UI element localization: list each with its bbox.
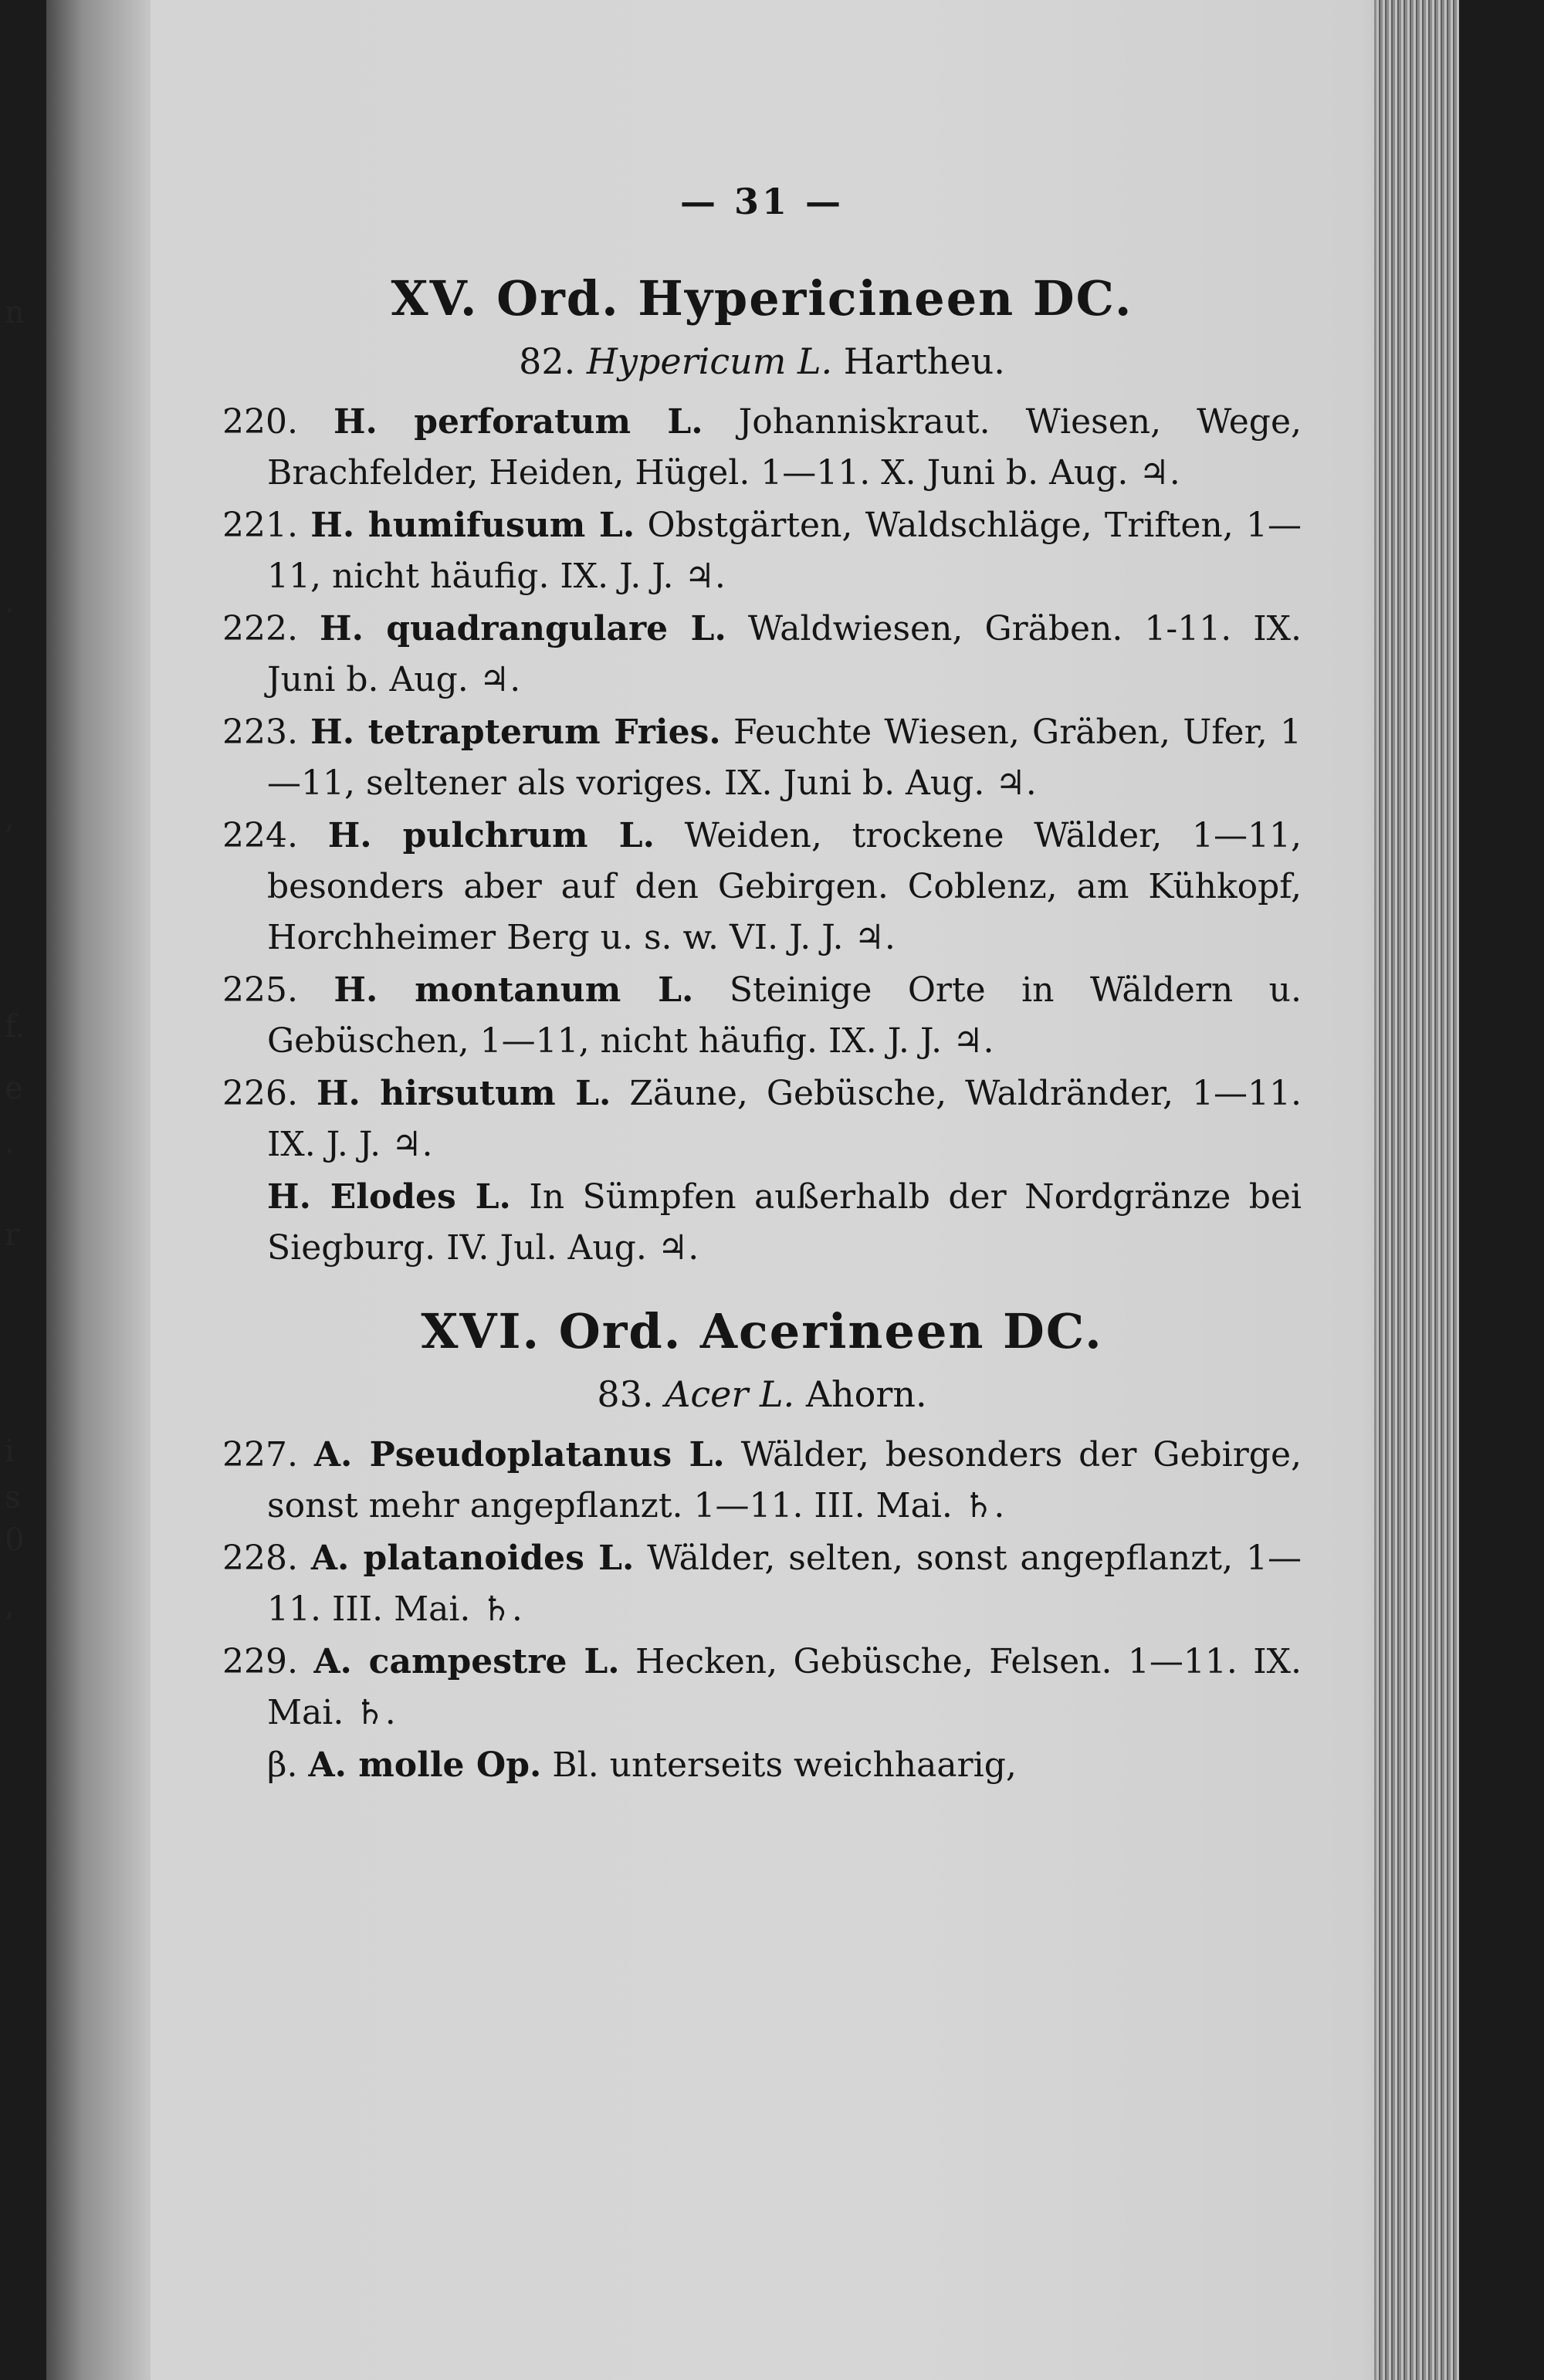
entry-number: 226. bbox=[222, 1074, 298, 1113]
species-entry bbox=[222, 1637, 1302, 1738]
entry-text: Hecken, Gebüsche, Felsen. 1—11. IX. Mai. ♄. bbox=[267, 1642, 1302, 1732]
species-entry-variety bbox=[222, 1740, 1302, 1791]
margin-fragment: i bbox=[5, 1434, 15, 1469]
entry-number: 221. bbox=[222, 506, 298, 545]
page-edges bbox=[1374, 0, 1459, 2380]
page-content bbox=[222, 178, 1302, 1793]
entry-number: 222. bbox=[222, 609, 298, 648]
order-section-acerineen bbox=[222, 1298, 1302, 1791]
entry-number: 228. bbox=[222, 1539, 298, 1578]
margin-fragment: 0 bbox=[5, 1522, 25, 1558]
species-entry bbox=[222, 965, 1302, 1067]
species-name: A. campestre L. bbox=[313, 1642, 620, 1681]
entry-number: 223. bbox=[222, 713, 298, 752]
margin-fragment: e bbox=[5, 1071, 23, 1106]
species-name: H. perforatum L. bbox=[333, 402, 703, 442]
genus-number: 83. bbox=[597, 1373, 654, 1415]
species-entry bbox=[222, 1068, 1302, 1170]
section-gap bbox=[222, 1275, 1302, 1298]
species-name: A. Pseudoplatanus L. bbox=[313, 1435, 725, 1474]
margin-fragment: f. bbox=[5, 1009, 25, 1044]
species-name: H. pulchrum L. bbox=[327, 816, 655, 855]
entry-number: 225. bbox=[222, 970, 298, 1010]
genus-common: Ahorn. bbox=[805, 1373, 927, 1415]
species-name: H. tetrapterum Fries. bbox=[310, 713, 721, 752]
species-entry bbox=[222, 500, 1302, 602]
species-name: A. molle Op. bbox=[308, 1745, 542, 1785]
species-entry-unnumbered bbox=[222, 1172, 1302, 1274]
species-name: A. platanoides L. bbox=[310, 1539, 635, 1578]
entry-number: 227. bbox=[222, 1435, 298, 1474]
genus-heading bbox=[222, 1365, 1302, 1424]
margin-fragment: . bbox=[5, 584, 15, 620]
genus-heading bbox=[222, 332, 1302, 391]
species-name: H. humifusum L. bbox=[310, 506, 635, 545]
margin-fragment: n bbox=[5, 295, 25, 330]
margin-fragment: , bbox=[5, 1588, 15, 1623]
genus-latin: Acer L. bbox=[665, 1373, 795, 1415]
entry-text: In Sümpfen außerhalb der Nordgränze bei Siegburg. IV. Jul. Aug. ♃. bbox=[267, 1177, 1302, 1268]
entry-text: Feuchte Wiesen, Gräben, Ufer, 1—11, seltener als voriges. IX. Juni b. Aug. ♃. bbox=[267, 713, 1302, 803]
entry-number: 229. bbox=[222, 1642, 298, 1681]
species-name: H. Elodes L. bbox=[267, 1177, 511, 1217]
margin-fragment: . bbox=[5, 1125, 15, 1160]
species-name: H. hirsutum L. bbox=[316, 1074, 611, 1113]
genus-number: 82. bbox=[519, 340, 576, 382]
species-entry bbox=[222, 604, 1302, 706]
species-entry bbox=[222, 811, 1302, 963]
entry-text: Bl. unterseits weichhaarig, bbox=[552, 1745, 1017, 1785]
margin-fragment: , bbox=[5, 801, 15, 836]
entry-text: Zäune, Gebüsche, Waldränder, 1—11. IX. J. J. ♃. bbox=[267, 1074, 1302, 1164]
order-section-hypericineen bbox=[222, 266, 1302, 1274]
margin-fragment: s bbox=[5, 1480, 21, 1515]
species-entry bbox=[222, 1430, 1302, 1532]
order-title: XV. Ord. Hypericineen DC. bbox=[391, 270, 1133, 327]
species-entry bbox=[222, 707, 1302, 809]
entry-text: Obstgärten, Waldschläge, Triften, 1—11, nicht häufig. IX. J. J. ♃. bbox=[267, 506, 1302, 596]
entry-text: Waldwiesen, Gräben. 1-11. IX. Juni b. Aug. ♃. bbox=[267, 609, 1302, 699]
genus-latin: Hypericum L. bbox=[586, 340, 833, 382]
species-name: H. montanum L. bbox=[334, 970, 694, 1010]
book-gutter-shadow bbox=[46, 0, 151, 2380]
entry-number: 220. bbox=[222, 402, 298, 442]
genus-common: Hartheu. bbox=[843, 340, 1005, 382]
entry-text: Weiden, trockene Wälder, 1—11, besonders aber auf den Gebirgen. Coblenz, am Kühkopf, Horchheimer Berg u. s. w. VI. J. J. ♃. bbox=[267, 816, 1302, 957]
order-title: XVI. Ord. Acerineen DC. bbox=[421, 1303, 1103, 1359]
species-entry bbox=[222, 1533, 1302, 1635]
margin-fragment: r bbox=[5, 1217, 20, 1253]
entry-number: β. bbox=[267, 1745, 298, 1785]
entry-text: Wälder, besonders der Gebirge, sonst mehr angepflanzt. 1—11. III. Mai. ♄. bbox=[267, 1435, 1302, 1525]
page-number: — 31 — bbox=[679, 181, 845, 222]
entry-text: Johanniskraut. Wiesen, Wege, Brachfelder, Heiden, Hügel. 1—11. X. Juni b. Aug. ♃. bbox=[267, 402, 1302, 493]
species-entry bbox=[222, 397, 1302, 499]
species-name: H. quadrangulare L. bbox=[320, 609, 726, 648]
entry-number: 224. bbox=[222, 816, 298, 855]
entry-text: Steinige Orte in Wäldern u. Gebüschen, 1—11, nicht häufig. IX. J. J. ♃. bbox=[267, 970, 1302, 1061]
entry-text: Wälder, selten, sonst angepflanzt, 1—11. III. Mai. ♄. bbox=[267, 1539, 1302, 1629]
paper-page bbox=[46, 0, 1459, 2380]
